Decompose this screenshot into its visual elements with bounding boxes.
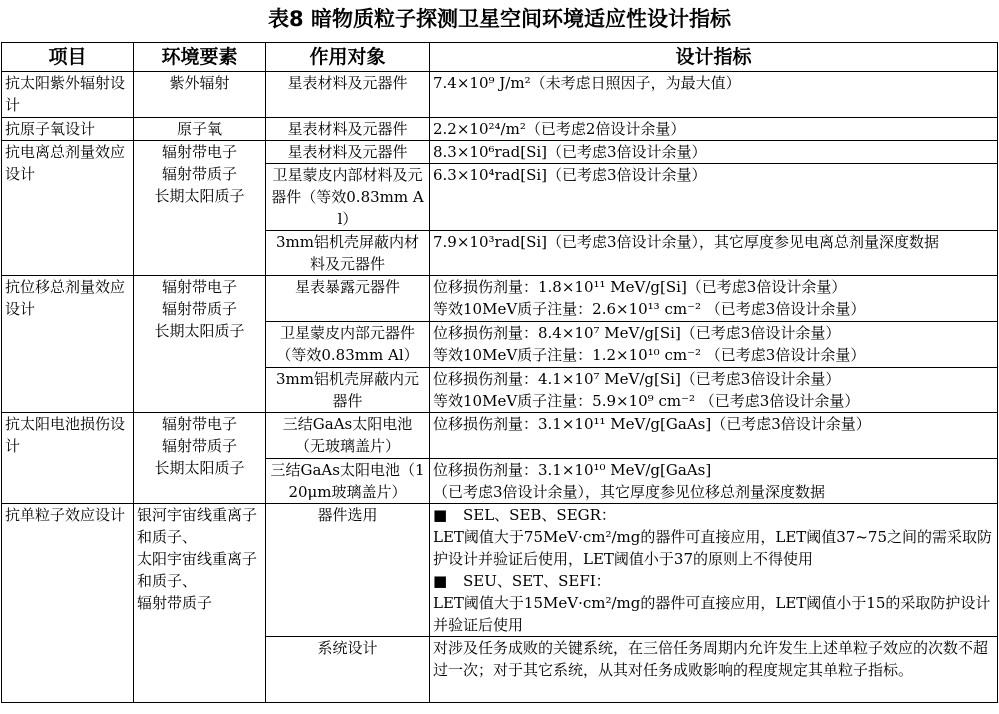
object-cell: 系统设计 (266, 637, 430, 703)
spec-cell (430, 322, 998, 368)
object-cell: 3mm铝机壳屏蔽内元器件 (266, 368, 430, 413)
header-item: 项目 (2, 43, 134, 72)
item-cell: 抗单粒子效应设计 (2, 504, 134, 703)
env-line: 太阳宇宙线重离子和质子、 (137, 550, 258, 590)
object-cell: 星表暴露元器件 (266, 276, 430, 322)
spec-cell (430, 459, 998, 504)
square-bullet-icon: ■ (433, 506, 448, 524)
spec-cell (430, 504, 998, 637)
env-cell (134, 504, 266, 703)
bullet-line (433, 504, 994, 526)
spec-line: （已考虑3倍设计余量），其它厚度参见位移总剂量深度数据 (433, 483, 826, 501)
env-cell: 紫外辐射 (134, 72, 266, 118)
env-cell (134, 141, 266, 276)
table-row (2, 141, 998, 164)
table-row (2, 72, 998, 118)
env-line: 长期太阳质子 (154, 459, 245, 477)
spec-cell: 8.3×10⁶rad[Si]（已考虑3倍设计余量） (430, 141, 998, 164)
spec-table (1, 42, 998, 703)
header-object: 作用对象 (266, 43, 430, 72)
object-cell: 三结GaAs太阳电池（无玻璃盖片） (266, 413, 430, 459)
square-bullet-icon: ■ (433, 572, 448, 590)
env-line: 长期太阳质子 (154, 322, 245, 340)
header-env: 环境要素 (134, 43, 266, 72)
spec-line: 位移损伤剂量：3.1×10¹⁰ MeV/g[GaAs] (433, 461, 712, 479)
table-title: 表8 暗物质粒子探测卫星空间环境适应性设计指标 (268, 7, 731, 31)
object-cell: 器件选用 (266, 504, 430, 637)
env-line: 辐射带电子 (161, 278, 237, 296)
table-row (2, 504, 998, 637)
object-cell: 卫星蒙皮内部元器件（等效0.83mm Al） (266, 322, 430, 368)
bullet-line (433, 570, 994, 592)
bullet-head: SEU、SET、SEFI： (463, 572, 611, 590)
item-cell: 抗原子氧设计 (2, 118, 134, 141)
env-line: 长期太阳质子 (154, 187, 245, 205)
env-line: 辐射带质子 (161, 165, 237, 183)
env-line: 辐射带质子 (161, 300, 237, 318)
env-line: 辐射带质子 (137, 594, 213, 612)
object-cell: 卫星蒙皮内部材料及元器件（等效0.83mm Al） (266, 164, 430, 231)
object-cell: 三结GaAs太阳电池（120μm玻璃盖片） (266, 459, 430, 504)
spec-line: 等效10MeV质子注量：1.2×10¹⁰ cm⁻² （已考虑3倍设计余量） (433, 346, 866, 364)
spec-cell (430, 368, 998, 413)
item-cell: 抗电离总剂量效应设计 (2, 141, 134, 276)
table-row (2, 413, 998, 459)
spec-text: LET阈值大于75MeV·cm²/mg的器件可直接应用，LET阈值37~75之间的需采取防护设计并验证后使用，LET阈值小于37的原则上不得使用 (433, 528, 993, 568)
env-cell (134, 276, 266, 413)
header-row (2, 43, 998, 72)
env-cell: 原子氧 (134, 118, 266, 141)
table-row (2, 118, 998, 141)
spec-line: 等效10MeV质子注量：5.9×10⁹ cm⁻² （已考虑3倍设计余量） (433, 392, 860, 410)
spec-cell: 7.4×10⁹ J/m²（未考虑日照因子，为最大值） (430, 72, 998, 118)
spec-cell: 2.2×10²⁴/m²（已考虑2倍设计余量） (430, 118, 998, 141)
header-spec: 设计指标 (430, 43, 998, 72)
spec-line: 位移损伤剂量：4.1×10⁷ MeV/g[Si]（已考虑3倍设计余量） (433, 370, 841, 388)
spec-cell: 7.9×10³rad[Si]（已考虑3倍设计余量），其它厚度参见电离总剂量深度数据 (430, 231, 998, 276)
spec-cell: 对涉及任务成败的关键系统，在三倍任务周期内允许发生上述单粒子效应的次数不超过一次；对于其它系统，从其对任务成败影响的程度规定其单粒子指标。 (430, 637, 998, 703)
spec-line: 位移损伤剂量：1.8×10¹¹ MeV/g[Si]（已考虑3倍设计余量） (433, 278, 847, 296)
env-line: 辐射带电子 (161, 415, 237, 433)
spec-cell (430, 276, 998, 322)
spec-cell: 位移损伤剂量：3.1×10¹¹ MeV/g[GaAs]（已考虑3倍设计余量） (430, 413, 998, 459)
spec-cell: 6.3×10⁴rad[Si]（已考虑3倍设计余量） (430, 164, 998, 231)
table-row (2, 276, 998, 322)
env-cell (134, 413, 266, 504)
object-cell: 星表材料及元器件 (266, 118, 430, 141)
object-cell: 星表材料及元器件 (266, 141, 430, 164)
env-line: 辐射带质子 (161, 437, 237, 455)
env-line: 辐射带电子 (161, 143, 237, 161)
env-line: 银河宇宙线重离子和质子、 (137, 506, 258, 546)
item-cell: 抗位移总剂量效应设计 (2, 276, 134, 413)
bullet-head: SEL、SEB、SEGR： (463, 506, 616, 524)
object-cell: 3mm铝机壳屏蔽内材料及元器件 (266, 231, 430, 276)
item-cell: 抗太阳紫外辐射设计 (2, 72, 134, 118)
spec-text: LET阈值大于15MeV·cm²/mg的器件可直接应用，LET阈值小于15的采取防护设计并验证后使用 (433, 594, 991, 634)
spec-line: 位移损伤剂量：8.4×10⁷ MeV/g[Si]（已考虑3倍设计余量） (433, 324, 841, 342)
object-cell: 星表材料及元器件 (266, 72, 430, 118)
spec-line: 等效10MeV质子注量：2.6×10¹³ cm⁻² （已考虑3倍设计余量） (433, 300, 866, 318)
item-cell: 抗太阳电池损伤设计 (2, 413, 134, 504)
